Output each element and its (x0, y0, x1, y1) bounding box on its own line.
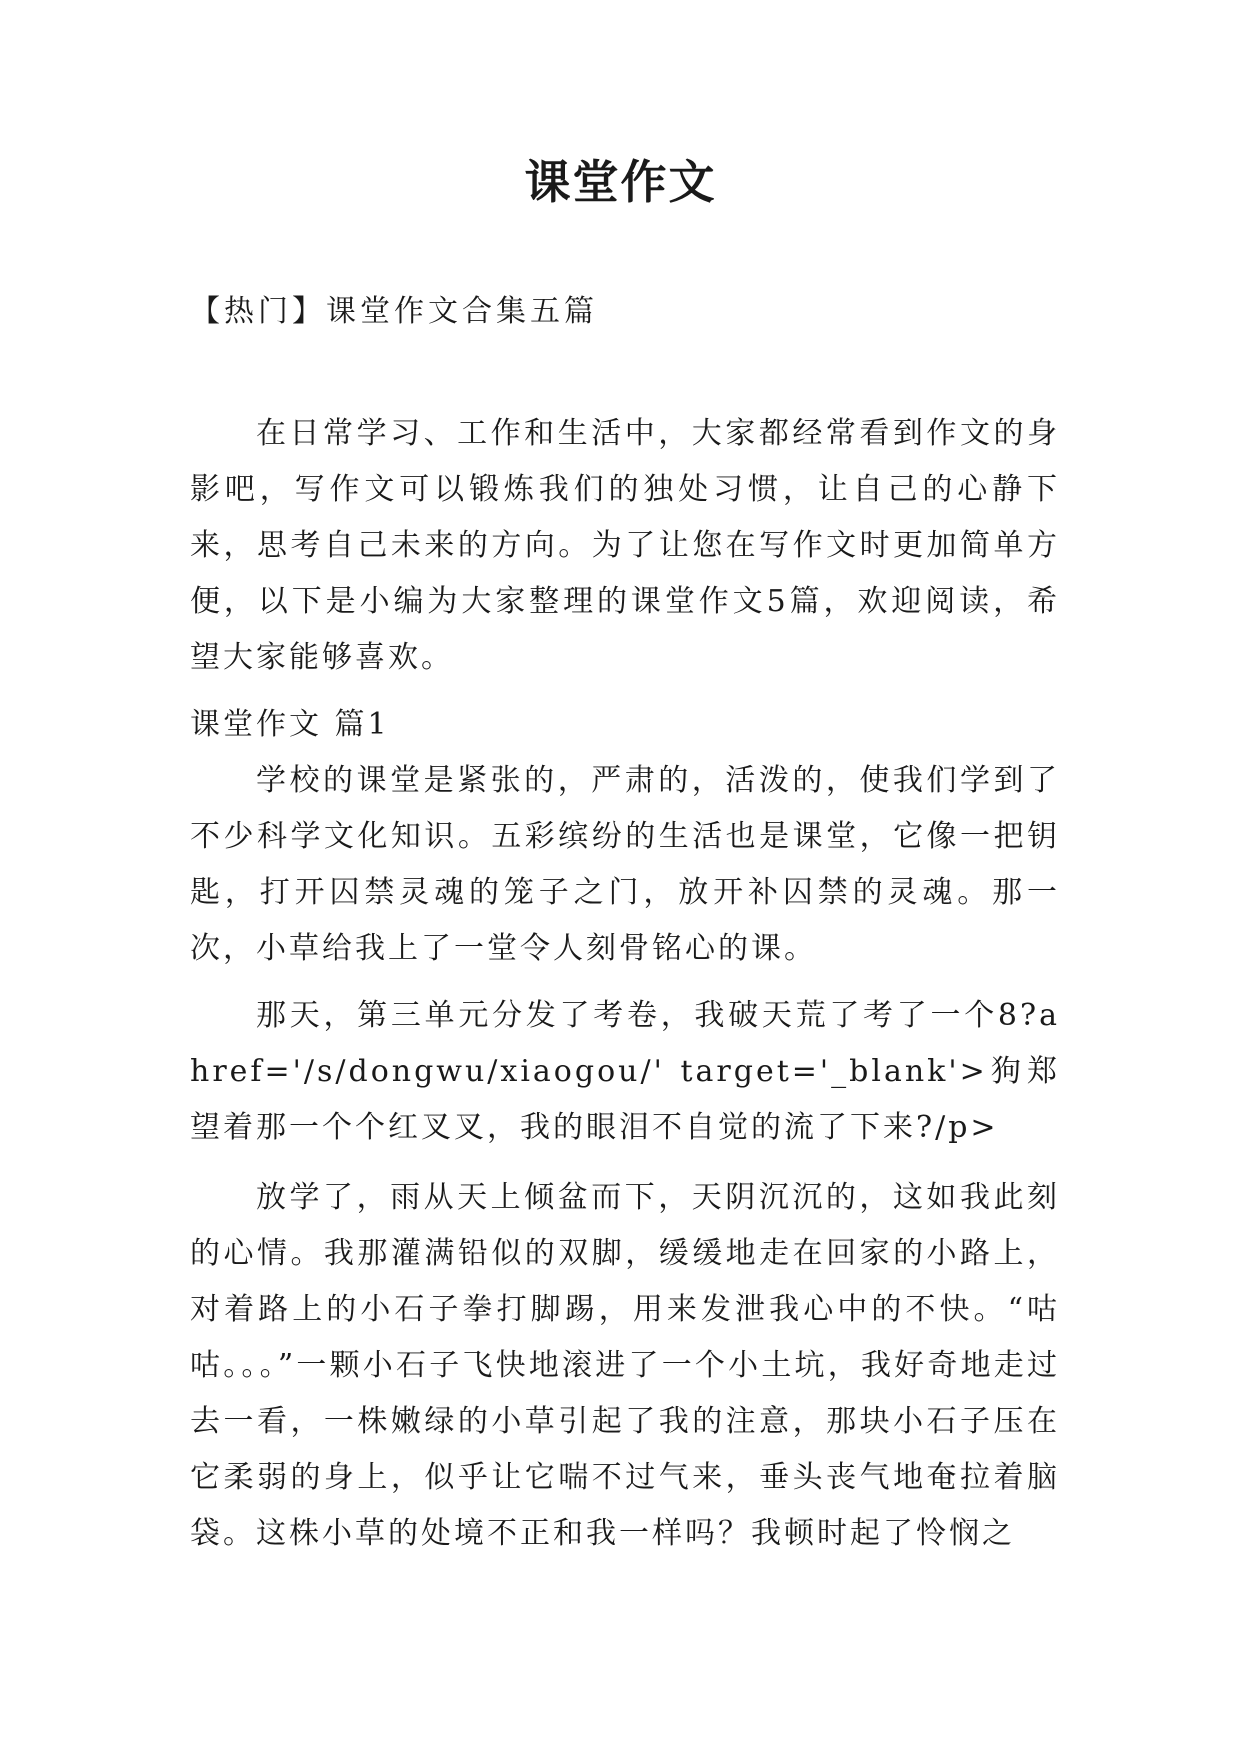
body-paragraph: 学校的课堂是紧张的，严肃的，活泼的，使我们学到了不少科学文化知识。五彩缤纷的生活也是课堂，它像一把钥匙，打开囚禁灵魂的笼子之门，放开补囚禁的灵魂。那一次，小草给我上了一堂令人刻骨铭心的课。 (190, 763, 1060, 966)
document-title: 课堂作文 (524, 155, 717, 209)
section-heading: 课堂作文 篇1 (190, 707, 390, 742)
body-paragraph: 那天，第三单元分发了考卷，我破天荒了考了一个8?a href='/s/dongwu/xiaogou/' target='_blank'>狗郑望着那一个个红叉叉，我的眼泪不自觉的流了下来?/p> (190, 998, 1060, 1145)
intro-paragraph: 在日常学习、工作和生活中，大家都经常看到作文的身影吧，写作文可以锻炼我们的独处习惯，让自己的心静下来，思考自己未来的方向。为了让您在写作文时更加简单方便，以下是小编为大家整理的课堂作文5篇，欢迎阅读，希望大家能够喜欢。 (190, 416, 1060, 675)
document-subtitle: 【热门】课堂作文合集五篇 (190, 294, 598, 329)
body-paragraph: 放学了，雨从天上倾盆而下，天阴沉沉的，这如我此刻的心情。我那灌满铅似的双脚，缓缓地走在回家的小路上，对着路上的小石子拳打脚踢，用来发泄我心中的不快。“咕咕。。。”一颗小石子飞快地滚进了一个小土坑，我好奇地走过去一看，一株嫩绿的小草引起了我的注意，那块小石子压在它柔弱的身上，似乎让它喘不过气来，垂头丧气地奄拉着脑袋。这株小草的处境不正和我一样吗？我顿时起了怜悯之 (190, 1180, 1060, 1551)
